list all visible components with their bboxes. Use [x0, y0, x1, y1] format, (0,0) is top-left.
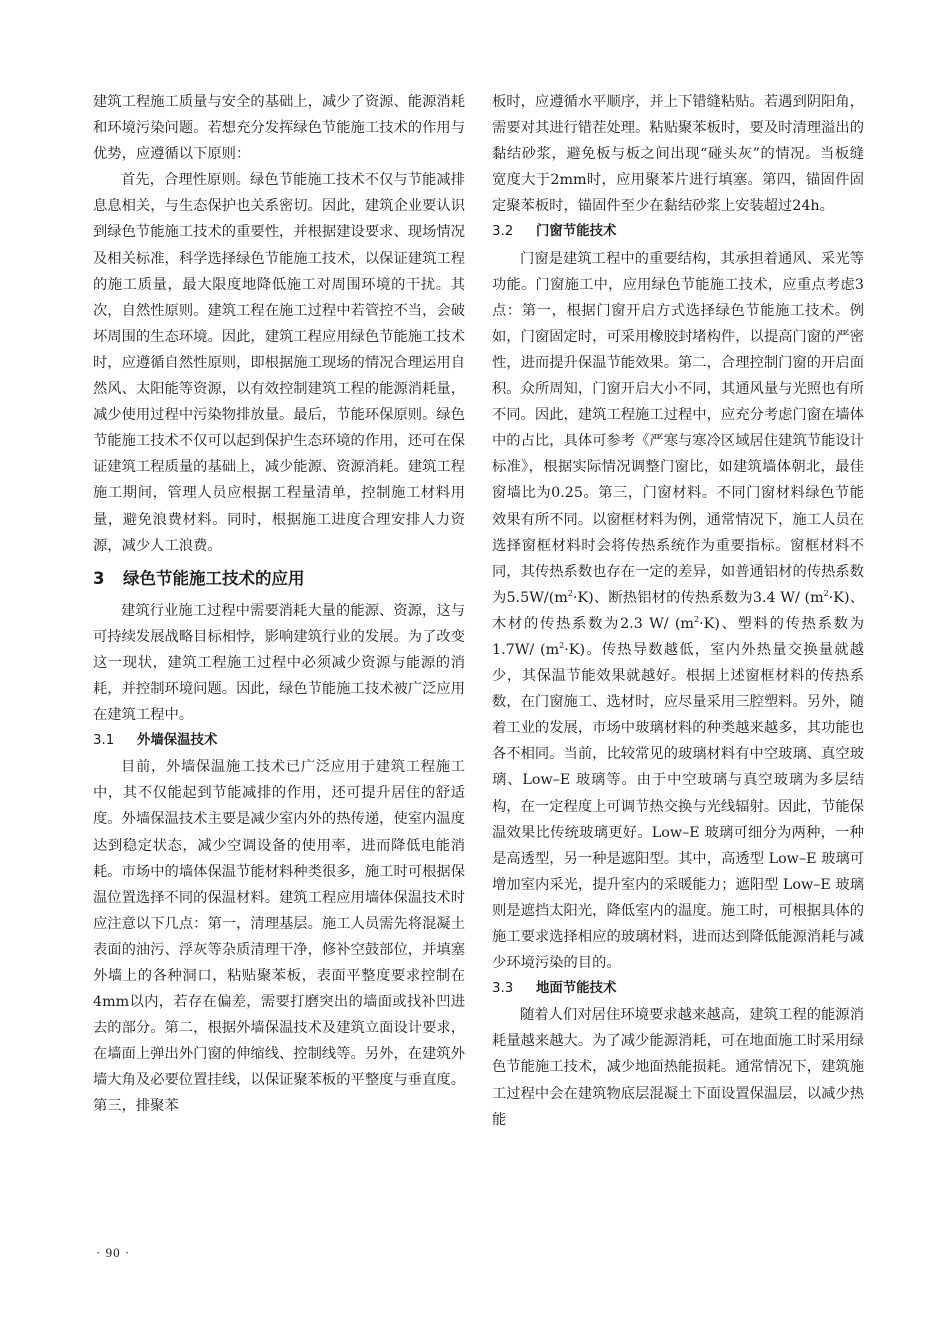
superscript: 2 [694, 615, 700, 625]
section-number: 3 [93, 568, 105, 588]
subsection-heading [492, 976, 864, 1002]
subsection-title: 外墙保温技术 [137, 733, 218, 749]
paragraph: 建筑行业施工过程中需要消耗大量的能源、资源，这与可持续发展战略目标相悖，影响建筑行业的发展。为了改变这一现状，建筑工程施工过程中必须减少资源与能源的消耗，并控制环境问题。因此，绿色节能施工技术被广泛应用在建筑工程中。 [93, 602, 465, 724]
paragraph: 建筑工程施工质量与安全的基础上，减少了资源、能源消耗和环境污染问题。若想充分发挥绿色节能施工技术的作用与优势，应遵循以下原则： [93, 94, 465, 163]
superscript: 2 [823, 589, 829, 599]
paragraph: 随着人们对居住环境要求越来越高，建筑工程的能源消耗量越来越大。为了减少能源消耗，可在地面施工时采用绿色节能施工技术，减少地面热能损耗。通常情况下，建筑施工过程中会在建筑物底层混凝土下面设置保温层，以减少热能 [492, 1007, 864, 1128]
superscript: 2 [559, 641, 565, 651]
subsection-heading [492, 219, 864, 245]
paragraph [492, 246, 864, 977]
subsection-number: 3.1 [93, 733, 115, 749]
section-title: 绿色节能施工技术的应用 [123, 568, 305, 588]
subsection-heading [93, 728, 465, 754]
superscript: 2 [567, 589, 573, 599]
text-run: ·K)、塑料的传热系数为1.7W/ (m [492, 615, 864, 658]
subsection-title: 地面节能技术 [536, 981, 617, 997]
section-heading [93, 564, 465, 594]
subsection-number: 3.3 [492, 981, 514, 997]
text-run: ·K)。传热导数越低，室内外热量交换量就越少，其保温节能效果就越好。根据上述窗框材料的传热系数，在门窗施工、选材时，应尽量采用三腔塑料。另外，随着工业的发展，市场中玻璃材料的种类越来越多，其功能也各不相同。当前，比较常见的玻璃材料有中空玻璃、真空玻璃、Low–E 玻璃等。由于中空玻璃与真空玻璃为多层结构，在一定程度上可调节热交换与光线辐射。因此，节能保温效果比传统玻璃更好。Low–E 玻璃可细分为两种，一种是高透型，另一种是遮阳型。其中，高透型 Low–E 玻璃可增加室内采光，提升室内的采暖能力；遮阳型 Low–E 玻璃则是遮挡太阳光，降低室内的温度。施工时，可根据具体的施工要求选择相应的玻璃材料，进而达到降低能源消耗与减少环境污染的目的。 [492, 641, 864, 972]
subsection-title: 门窗节能技术 [536, 224, 617, 240]
text-run: 门窗是建筑工程中的重要结构，其承担着通风、采光等功能。门窗施工中，应用绿色节能施工技术，应重点考虑3点：第一，根据门窗开启方式选择绿色节能施工技术。例如，门窗固定时，可采用橡胶封堵构件，以提高门窗的严密性，进而提升保温节能效果。第二，合理控制门窗的开启面积。众所周知，门窗开启大小不同，其通风量与光照也有所不同。因此，建筑工程施工过程中，应充分考虑门窗在墙体中的占比，具体可参考《严寒与寒冷区域居住建筑节能设计标准》，根据实际情况调整门窗比，如建筑墙体朝北，最佳窗墙比为0.25。第三，门窗材料。不同门窗材料绿色节能效果有所不同。以窗框材料为例，通常情况下，施工人员在选择窗框材料时会将传热系统作为重要指标。窗框材料不同，其传热系数也存在一定的差异，如普通铝材的传热系数为5.5W/(m [492, 250, 864, 606]
text-run: ·K)、断热铝材的传热系数为3.4 W/ (m [572, 589, 824, 606]
page-number: · 90 · [96, 1245, 131, 1260]
subsection-number: 3.2 [492, 224, 514, 240]
text-run: ·K)、木材的传热系数为2.3 W/ (m [492, 589, 864, 632]
left-column [93, 89, 465, 1120]
paragraph: 目前，外墙保温施工技术已广泛应用于建筑工程施工中，其不仅能起到节能减排的作用，还可提升居住的舒适度。外墙保温技术主要是减少室内外的热传递，使室内温度达到稳定状态，减少空调设备的使用率，进而降低电能消耗。市场中的墙体保温节能材料种类很多，施工时可根据保温位置选择不同的保温材料。建筑工程应用墙体保温技术时应注意以下几点：第一，清理基层。施工人员需先将混凝土表面的油污、浮灰等杂质清理干净，修补空鼓部位，并填塞外墙上的各种洞口，粘贴聚苯板，表面平整度要求控制在4mm以内，若存在偏差，需要打磨突出的墙面或找补凹进去的部分。第二，根据外墙保温技术及建筑立面设计要求，在墙面上弹出外门窗的伸缩线、控制线等。另外，在建筑外墙大角及必要位置挂线，以保证聚苯板的平整度与垂直度。第三，排聚苯 [93, 759, 465, 1115]
right-column [492, 89, 864, 1133]
paragraph: 首先，合理性原则。绿色节能施工技术不仅与节能减排息息相关，与生态保护也关系密切。因此，建筑企业要认识到绿色节能施工技术的重要性，并根据建设要求、现场情况及相关标准，科学选择绿色节能施工技术，以保证建筑工程的施工质量，最大限度地降低施工对周围环境的干扰。其次，自然性原则。建筑工程在施工过程中若管控不当，会破坏周围的生态环境。因此，建筑工程应用绿色节能施工技术时，应遵循自然性原则，即根据施工现场的情况合理运用自然风、太阳能等资源，以有效控制建筑工程的能源消耗量，减少使用过程中污染物排放量。最后，节能环保原则。绿色节能施工技术不仅可以起到保护生态环境的作用，还可在保证建筑工程质量的基础上，减少能源、资源消耗。建筑工程施工期间，管理人员应根据工程量清单，控制施工材料用量，避免浪费材料。同时，根据施工进度合理安排人力资源，减少人工浪费。 [93, 172, 465, 554]
paragraph: 板时，应遵循水平顺序，并上下错缝粘贴。若遇到阴阳角，需要对其进行错茬处理。粘贴聚苯板时，要及时清理溢出的黏结砂浆，避免板与板之间出现“碰头灰”的情况。当板缝宽度大于2mm时，应用聚苯片进行填塞。第四，锚固件固定聚苯板时，锚固件至少在黏结砂浆上安装超过24h。 [492, 94, 864, 215]
